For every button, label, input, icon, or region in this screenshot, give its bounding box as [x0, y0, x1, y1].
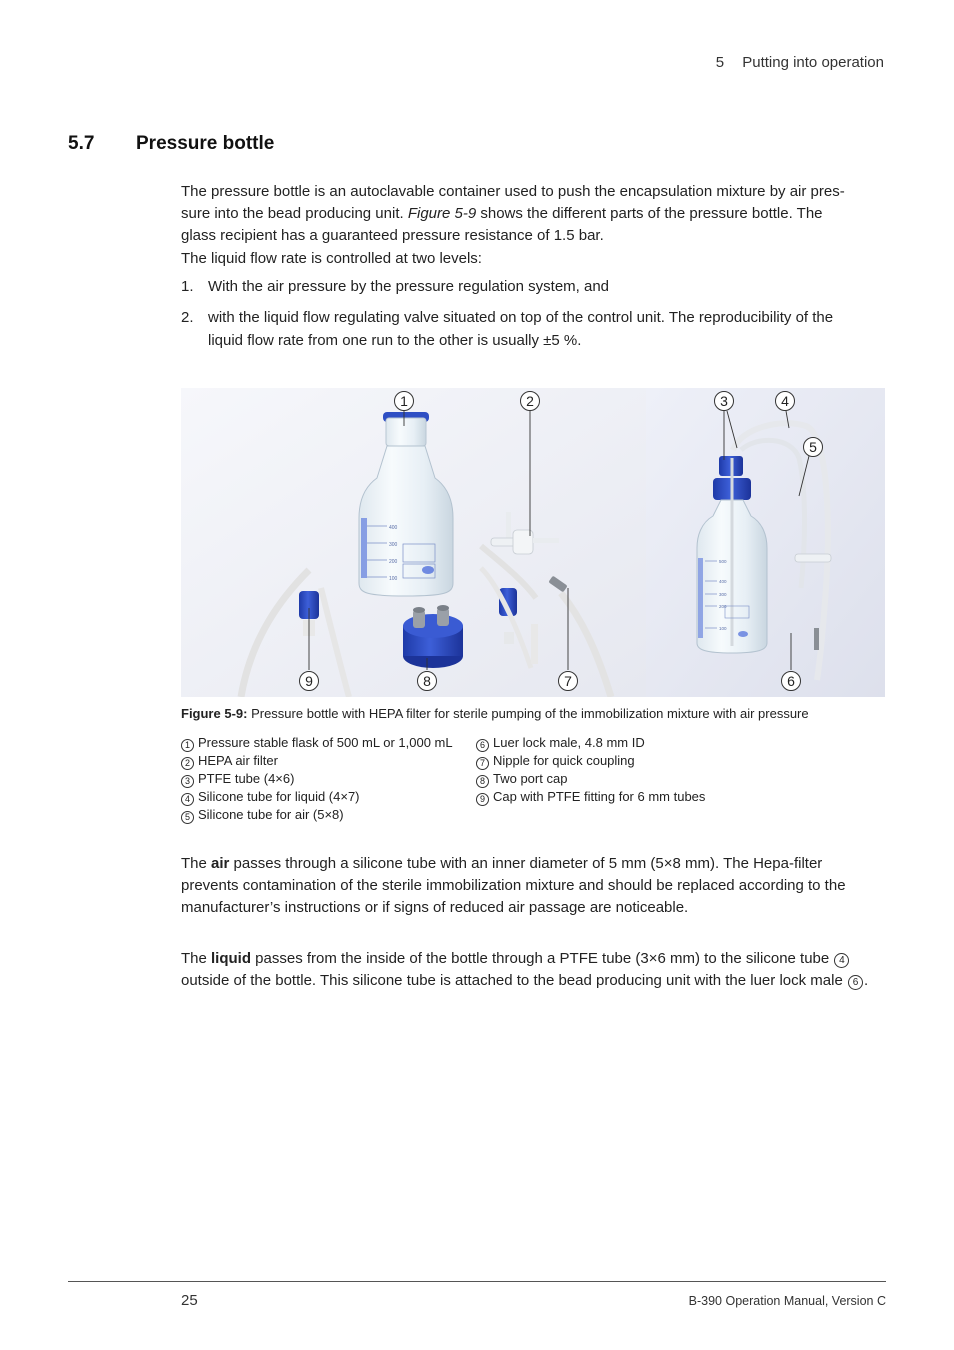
caption-text: Pressure bottle with HEPA filter for sterile pumping of the immobilization mixture with air pressure	[247, 706, 809, 721]
figure-caption	[181, 706, 809, 721]
caption-label: Figure 5-9:	[181, 706, 248, 721]
intro-line: The pressure bottle is an autoclavable container used to push the encapsulation mixture by air pres-	[181, 183, 845, 200]
legend-item: 6 Luer lock male, 4.8 mm ID	[476, 734, 705, 752]
ref-circle-6: 6	[848, 975, 863, 990]
list-number: 2.	[181, 309, 194, 326]
list-text: With the air pressure by the pressure regulation system, and	[208, 278, 610, 295]
legend-left	[181, 734, 453, 824]
list-item	[181, 306, 871, 352]
figure-photo	[181, 388, 885, 697]
intro-line: glass recipient has a guaranteed pressure resistance of 1.5 bar.	[181, 227, 604, 244]
svg-text:200: 200	[719, 604, 727, 609]
page-number: 25	[181, 1292, 198, 1309]
ref-circle-4: 4	[834, 953, 849, 968]
list-item	[181, 275, 871, 298]
air-paragraph: The air passes through a silicone tube with an inner diameter of 5 mm (5×8 mm). The Hepa-filter prevents contamination of the sterile immobilization mixture and should be replaced according to the manufacturer’s instructions or if signs of reduced air passage are noticeable.	[181, 855, 846, 916]
list-text: with the liquid flow regulating valve situated on top of the control unit. The reproducibility of the liquid flow rate from one run to the other is usually ±5 %.	[208, 309, 834, 349]
svg-text:300: 300	[719, 592, 727, 597]
running-header	[716, 54, 884, 71]
legend-item: 8 Two port cap	[476, 770, 705, 788]
legend-item: 2 HEPA air filter	[181, 752, 453, 770]
callout-2: 2	[526, 393, 534, 409]
chapter-number: 5	[715, 54, 725, 71]
legend-item: 3 PTFE tube (4×6)	[181, 770, 453, 788]
bold-term-air: air	[211, 855, 230, 872]
callout-6: 6	[787, 673, 795, 689]
figure-reference: Figure 5-9	[407, 205, 477, 222]
list-number: 1.	[181, 278, 194, 295]
chapter-title: Putting into operation	[742, 54, 884, 71]
legend-item: 5 Silicone tube for air (5×8)	[181, 806, 453, 824]
legend-item: 1 Pressure stable flask of 500 mL or 1,000 mL	[181, 734, 453, 752]
svg-text:100: 100	[389, 576, 398, 582]
liquid-paragraph: The liquid passes from the inside of the bottle through a PTFE tube (3×6 mm) to the silicone tube 4 outside of the bottle. This silicone tube is attached to the bead producing unit with the luer lock male 6 .	[181, 950, 869, 989]
callout-9: 9	[305, 673, 313, 689]
svg-text:200: 200	[389, 559, 398, 565]
legend-item: 4 Silicone tube for liquid (4×7)	[181, 788, 453, 806]
callout-7: 7	[564, 673, 572, 689]
document-title-footer: B-390 Operation Manual, Version C	[688, 1294, 886, 1308]
section-number: 5.7	[68, 133, 95, 154]
bold-term-liquid: liquid	[211, 950, 252, 967]
intro-line: sure into the bead producing unit. Figure 5-9 shows the different parts of the pressure bottle. The	[181, 205, 823, 222]
svg-text:500: 500	[719, 559, 727, 564]
callout-3: 3	[720, 393, 728, 409]
svg-text:300: 300	[389, 542, 398, 548]
callout-1: 1	[400, 393, 408, 409]
luer-lock-male	[814, 628, 819, 650]
callout-4: 4	[781, 393, 789, 409]
callout-8: 8	[423, 673, 431, 689]
section-title: Pressure bottle	[136, 133, 275, 154]
legend-item: 7 Nipple for quick coupling	[476, 752, 705, 770]
svg-text:400: 400	[389, 525, 398, 531]
intro-paragraph	[181, 181, 881, 270]
legend-item: 9 Cap with PTFE fitting for 6 mm tubes	[476, 788, 705, 806]
svg-text:100: 100	[719, 626, 727, 631]
intro-line: The liquid flow rate is controlled at two levels:	[181, 250, 482, 267]
pressure-bottle-illustration	[181, 388, 885, 697]
footer-rule	[68, 1281, 886, 1282]
callout-5: 5	[809, 439, 817, 455]
legend-right	[476, 734, 705, 806]
svg-text:400: 400	[719, 579, 727, 584]
